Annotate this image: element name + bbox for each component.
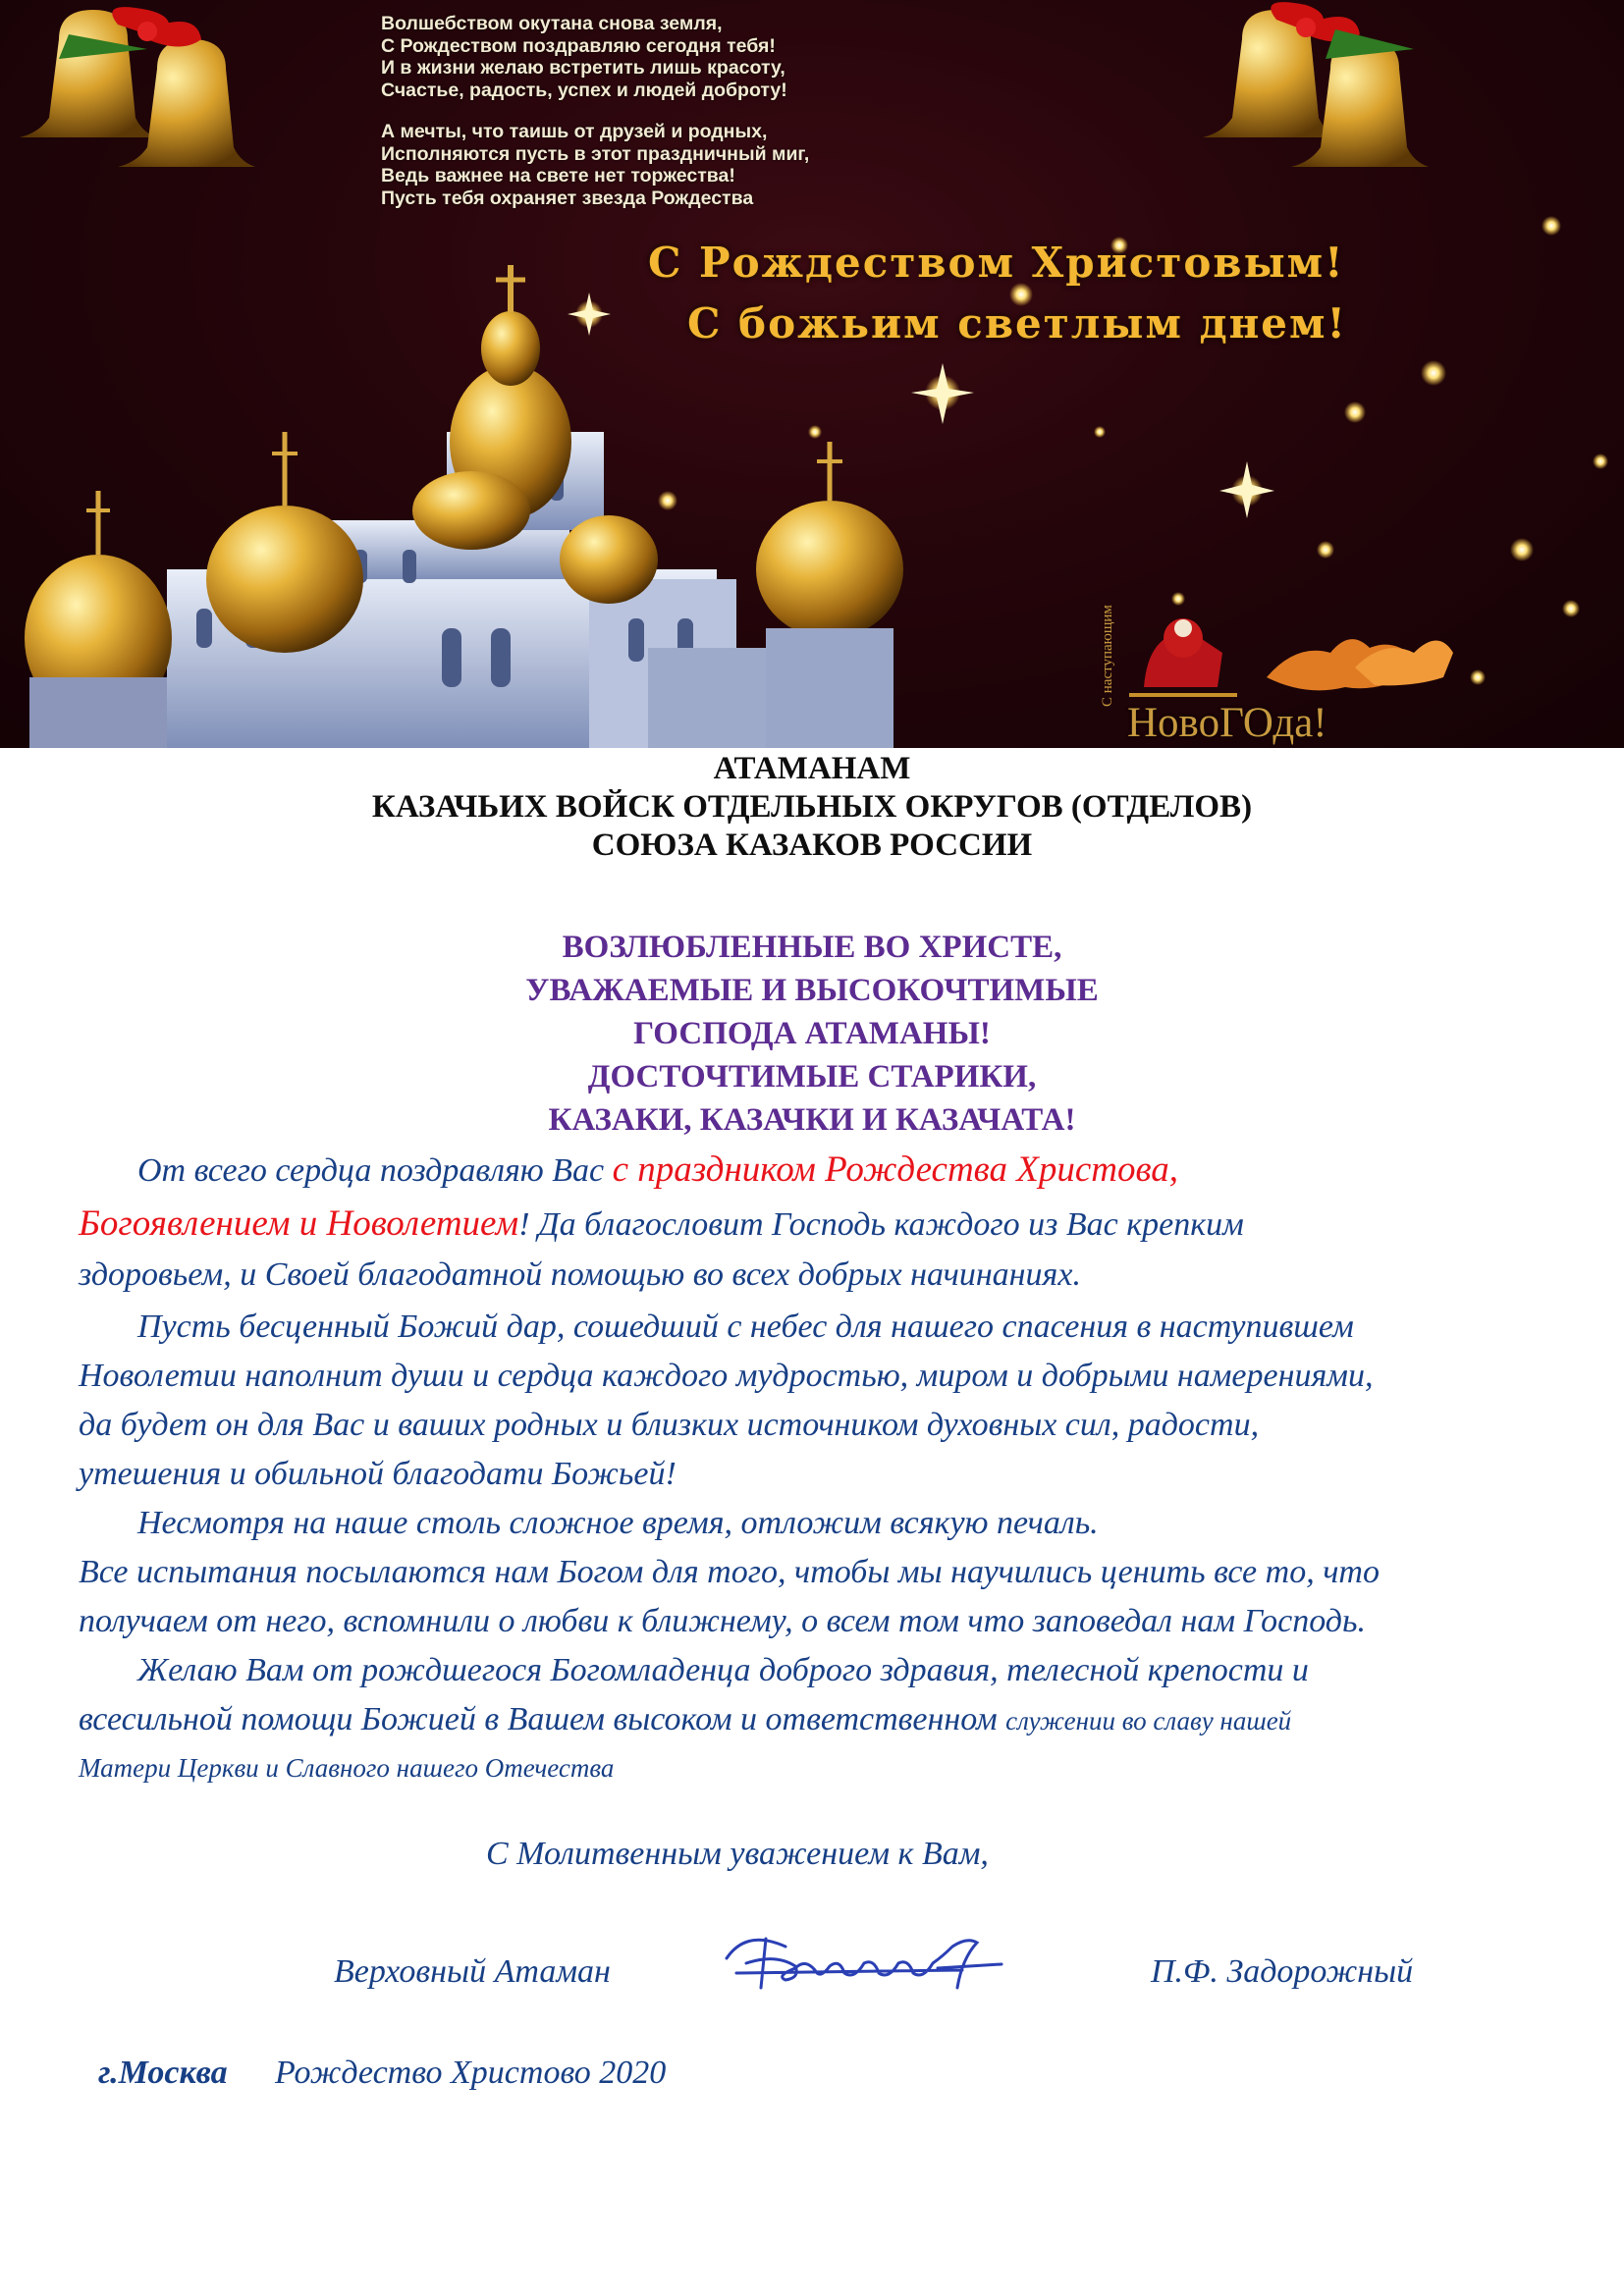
body-line: здоровьем, и Своей благодатной помощью во всех добрых начинаниях. bbox=[79, 1256, 1081, 1293]
highlight-text: Богоявлением и Новолетием bbox=[79, 1203, 519, 1244]
address-block bbox=[0, 926, 1624, 1142]
body-line: Желаю Вам от рождшегося Богомладенца доброго здравия, телесной крепости и bbox=[137, 1652, 1309, 1688]
body-line: Несмотря на наше столь сложное время, отложим всякую печаль. bbox=[137, 1505, 1099, 1541]
body-paragraph-1-line-2 bbox=[79, 1202, 1244, 1245]
cathedral-illustration bbox=[0, 0, 1624, 748]
body-paragraph-1-line-1 bbox=[137, 1148, 1178, 1191]
city: г.Москва bbox=[98, 2055, 228, 2091]
sleigh-illustration bbox=[1129, 618, 1453, 695]
body-line: получаем от него, вспомнили о любви к ближнему, о всем том что заповедал нам Господь. bbox=[79, 1603, 1366, 1639]
address-line: КАЗАКИ, КАЗАЧКИ И КАЗАЧАТА! bbox=[548, 1102, 1076, 1138]
poem-line: Волшебством окутана снова земля, bbox=[381, 13, 723, 34]
heading-line: КАЗАЧЬИХ ВОЙСК ОТДЕЛЬНЫХ ОКРУГОВ (ОТДЕЛОВ) bbox=[371, 789, 1253, 825]
heading-line: АТАМАНАМ bbox=[713, 751, 911, 786]
poem-line: Пусть тебя охраняет звезда Рождества bbox=[381, 187, 754, 209]
recipients-heading bbox=[0, 750, 1624, 865]
address-line: ГОСПОДА АТАМАНЫ! bbox=[633, 1016, 991, 1051]
greeting-line-1: С Рождеством Христовым! bbox=[648, 239, 1345, 287]
body-text: От всего сердца поздравляю Вас bbox=[137, 1152, 613, 1189]
date: Рождество Христово 2020 bbox=[275, 2055, 667, 2091]
heading-line: СОЮЗА КАЗАКОВ РОССИИ bbox=[591, 828, 1033, 863]
bells-left bbox=[20, 7, 255, 167]
poem-line: Исполняются пусть в этот праздничный миг, bbox=[381, 142, 810, 165]
body-text: ! Да благословит Господь каждого из Вас крепким bbox=[518, 1206, 1244, 1243]
poem-line: А мечты, что таишь от друзей и родных, bbox=[381, 121, 768, 142]
body-line: Матери Церкви и Славного нашего Отечества bbox=[79, 1753, 615, 1783]
body-text-small: служении во славу нашей bbox=[1005, 1706, 1292, 1735]
signer-title: Верховный Атаман bbox=[334, 1953, 611, 1990]
body-line: да будет он для Вас и ваших родных и близких источником духовных сил, радости, bbox=[79, 1407, 1260, 1443]
bells-right bbox=[1203, 2, 1429, 167]
body-line: Все испытания посылаются нам Богом для того, чтобы мы научились ценить все то, что bbox=[79, 1554, 1380, 1590]
poem-line bbox=[381, 101, 809, 121]
new-year-text: НовоГОда! bbox=[1127, 700, 1327, 746]
poem-line: И в жизни желаю встретить лишь красоту, bbox=[381, 57, 785, 79]
body-line: Пусть бесценный Божий дар, сошедший с небес для нашего спасения в наступившем bbox=[137, 1308, 1354, 1345]
address-line: ДОСТОЧТИМЫЕ СТАРИКИ, bbox=[587, 1059, 1037, 1095]
greeting-line-2: С божьим светлым днем! bbox=[687, 299, 1347, 347]
christmas-banner bbox=[0, 0, 1624, 748]
body-text: всесильной помощи Божией в Вашем высоком и ответственном bbox=[79, 1701, 1006, 1737]
poem bbox=[381, 13, 809, 209]
new-year-small-text: С наступающим bbox=[1100, 605, 1115, 707]
address-line: ВОЗЛЮБЛЕННЫЕ ВО ХРИСТЕ, bbox=[562, 930, 1062, 965]
body-line: Новолетии наполнит души и сердца каждого мудростью, миром и добрыми намерениями, bbox=[79, 1358, 1374, 1394]
signer-name: П.Ф. Задорожный bbox=[1151, 1953, 1414, 1990]
handwritten-signature bbox=[707, 1919, 1021, 2007]
highlight-text: с праздником Рождества Христова, bbox=[612, 1149, 1179, 1190]
closing-regards: С Молитвенным уважением к Вам, bbox=[486, 1836, 989, 1872]
poem-line: С Рождеством поздравляю сегодня тебя! bbox=[381, 34, 776, 57]
poem-line: Ведь важнее на свете нет торжества! bbox=[381, 165, 735, 187]
poem-line: Счастье, радость, успех и людей доброту! bbox=[381, 79, 787, 101]
address-line: УВАЖАЕМЫЕ И ВЫСОКОЧТИМЫЕ bbox=[525, 973, 1099, 1008]
body-line: утешения и обильной благодати Божьей! bbox=[79, 1456, 677, 1492]
body-paragraph-4-line-2 bbox=[79, 1701, 1291, 1738]
